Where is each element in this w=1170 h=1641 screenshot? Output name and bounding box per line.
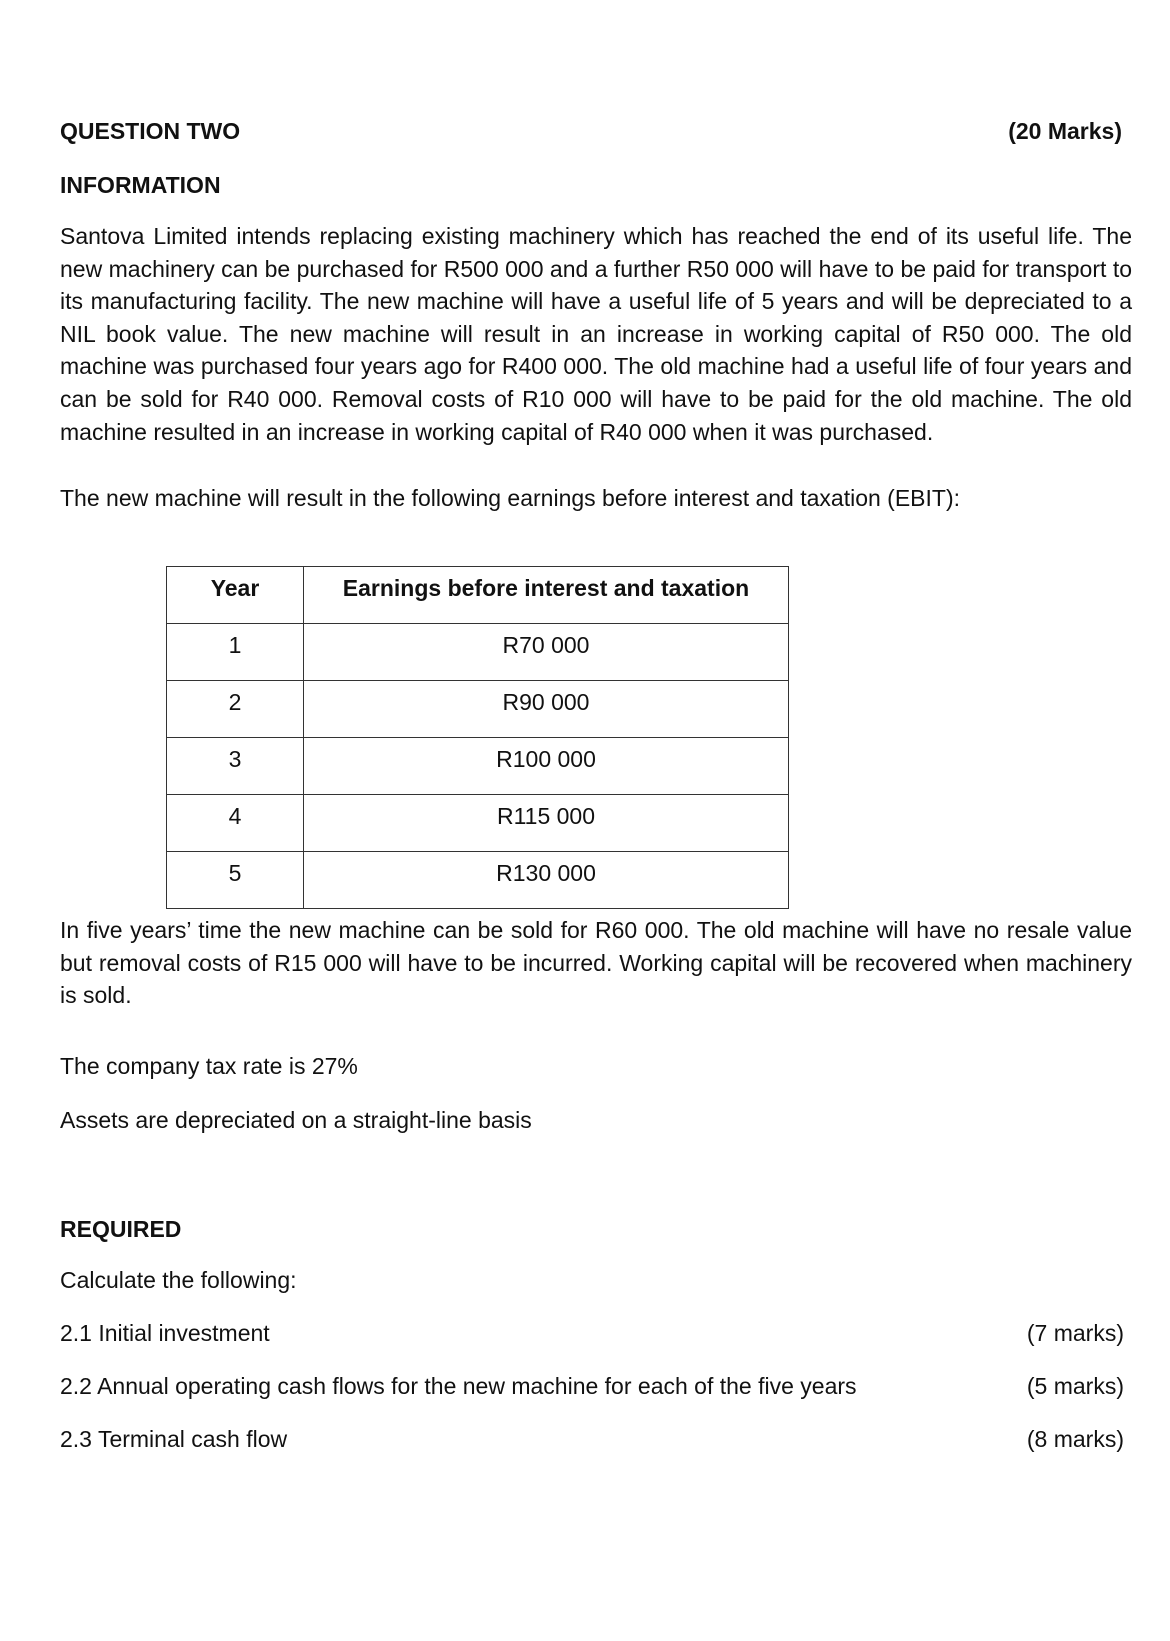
required-item-label: 2.1 Initial investment bbox=[60, 1320, 270, 1346]
required-item-label: 2.3 Terminal cash flow bbox=[60, 1426, 288, 1452]
year-cell: 3 bbox=[167, 738, 304, 795]
tax-rate-text: The company tax rate is 27% bbox=[60, 1053, 358, 1079]
ebit-cell: R90 000 bbox=[304, 681, 789, 738]
required-item-marks: (5 marks) bbox=[1026, 1373, 1124, 1399]
table-intro-text: The new machine will result in the following earnings before interest and taxation (EBIT): bbox=[60, 485, 961, 511]
question-total-marks: (20 Marks) bbox=[1008, 118, 1122, 144]
required-intro: Calculate the following: bbox=[60, 1267, 297, 1293]
table-row bbox=[167, 681, 789, 738]
column-header-year: Year bbox=[167, 567, 304, 624]
table-row bbox=[167, 852, 789, 909]
year-cell: 1 bbox=[167, 624, 304, 681]
column-header-ebit: Earnings before interest and taxation bbox=[304, 567, 789, 624]
year-cell: 4 bbox=[167, 795, 304, 852]
required-heading: REQUIRED bbox=[60, 1216, 182, 1242]
ebit-cell: R115 000 bbox=[304, 795, 789, 852]
table-row bbox=[167, 795, 789, 852]
year-cell: 5 bbox=[167, 852, 304, 909]
information-heading: INFORMATION bbox=[60, 172, 221, 198]
ebit-cell: R100 000 bbox=[304, 738, 789, 795]
question-title: QUESTION TWO bbox=[60, 118, 241, 144]
table-header-row bbox=[167, 567, 789, 624]
ebit-cell: R70 000 bbox=[304, 624, 789, 681]
ebit-table bbox=[166, 566, 789, 909]
resale-paragraph: In five years’ time the new machine can be sold for R60 000. The old machine will have no resale value but removal costs of R15 000 will have to be incurred. Working capital will be recovered when machinery is sold. bbox=[60, 917, 1132, 1009]
ebit-cell: R130 000 bbox=[304, 852, 789, 909]
table-row bbox=[167, 624, 789, 681]
table-row bbox=[167, 738, 789, 795]
depreciation-text: Assets are depreciated on a straight-line basis bbox=[60, 1107, 532, 1133]
required-item-label: 2.2 Annual operating cash flows for the new machine for each of the five years bbox=[60, 1373, 857, 1399]
information-paragraph: Santova Limited intends replacing existing machinery which has reached the end of its useful life. The new machinery can be purchased for R500 000 and a further R50 000 will have to be paid for transport to its manufacturing facility. The new machine will have a useful life of 5 years and will be depreciated to a NIL book value. The new machine will result in an increase in working capital of R50 000. The old machine was purchased four years ago for R400 000. The old machine had a useful life of four years and can be sold for R40 000. Removal costs of R10 000 will have to be paid for the old machine. The old machine resulted in an increase in working capital of R40 000 when it was purchased. bbox=[60, 223, 1132, 445]
year-cell: 2 bbox=[167, 681, 304, 738]
required-item-marks: (7 marks) bbox=[1026, 1320, 1124, 1346]
required-item-marks: (8 marks) bbox=[1026, 1426, 1124, 1452]
